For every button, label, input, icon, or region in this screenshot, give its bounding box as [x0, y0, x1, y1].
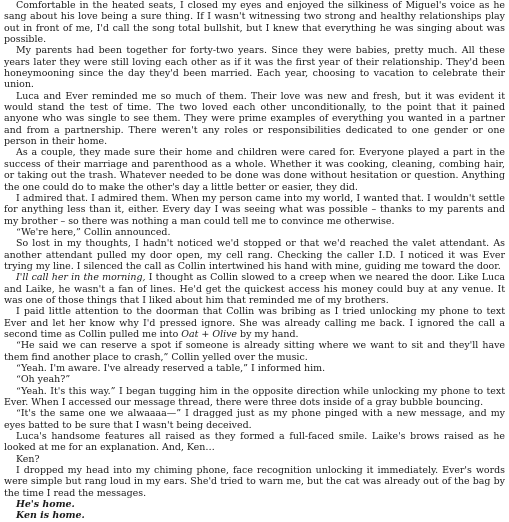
venue-name: Oat + Olive	[181, 328, 238, 340]
paragraph-13: “Yeah. It's this way.” I began tugging him in the opposite direction while unlocking my phone to text Ever. When I accessed our message thread, there were three dots inside of a gray bubble bouncing.	[4, 385, 505, 409]
paragraph-5: I admired that. I admired them. When my person came into my world, I wanted that. I wouldn't settle for anything less than it, either. Every day I was seeing what was possible – thanks to my parents and my brother – so there was nothing a man could tell me to convince me otherwise.	[4, 192, 505, 227]
paragraph-6: “We're here,” Collin announced.	[16, 226, 171, 238]
paragraph-4: As a couple, they made sure their home and children were cared for. Everyone played a part in the success of their marriage and parenthood as a whole. Whether it was cooking, cleaning, combing hair, or taking out the trash. Whatever needed to be done was done without hesitation or question. Anything the one could do to make the other's day a little better or easier, they did.	[4, 147, 505, 193]
paragraph-8-text: I thought as Collin slowed to a creep when we neared the door. Like Luca and Laike, he wasn't a fan of lines. He'd get the quickest access his money could buy at any venue. It was one of those things that I liked about him that reminded me of my brothers.	[4, 272, 505, 306]
paragraph-12: “Oh yeah?”	[16, 374, 71, 386]
closing-line-1: He's home.	[16, 499, 75, 511]
closing-line-2: Ken is home.	[16, 510, 85, 522]
paragraph-16: Ken?	[16, 453, 40, 465]
paragraph-9-text-b: by my hand.	[237, 328, 299, 340]
paragraph-8	[4, 272, 505, 306]
document-page	[4, 0, 505, 522]
paragraph-7: So lost in my thoughts, I hadn't noticed we'd stopped or that we'd reached the valet attendant. As another attendant pulled my door open, my cell rang. Checking the caller I.D. I noticed it was Ever trying my line. I silenced the call as Collin intertwined his hand with mine, guiding me toward the door.	[4, 238, 505, 272]
paragraph-3: Luca and Ever reminded me so much of them. Their love was new and fresh, but it was evident it would stand the test of time. The two loved each other unconditionally, to the point that it pained anyone who was single to see them. They were prime examples of everything you wanted in a partner and from a partnership. There weren't any roles or responsibilities dedicated to one gender or one person in their home.	[4, 90, 505, 148]
paragraph-17: I dropped my head into my chiming phone, face recognition unlocking it immediately. Ever's words were simple but rang loud in my ears. She'd tried to warn me, but the cat was already out of the bag by the time I read the messages.	[4, 465, 505, 499]
paragraph-11: “Yeah. I'm aware. I've already reserved a table,” I informed him.	[16, 363, 326, 374]
paragraph-1: Comfortable in the heated seats, I closed my eyes and enjoyed the silkiness of Miguel's voice as he sang about his love being a sure thing. If I wasn't witnessing two strong and healthy relationships play out in front of me, I'd call the song total bullshit, but I knew that everything he was singing about was possible.	[4, 0, 505, 46]
paragraph-10: “He said we can reserve a spot if someone is already sitting where we want to sit and they'll have them find another place to crash,” Collin yelled over the music.	[4, 340, 505, 363]
paragraph-9	[4, 306, 505, 340]
paragraph-9-text-a: I paid little attention to the doorman that Collin was bribing as I tried unlocking my phone to text Ever and let her know why I'd pressed ignore. She was already calling me back. I ignored the call a second time as Collin pulled me into	[4, 306, 505, 340]
paragraph-2: My parents had been together for forty-two years. Since they were babies, pretty much. All these years later they were still loving each other as if it was the first year of their relationship. They'd been honeymooning since the day they'd been married. Each year, choosing to vacation to celebrate their union.	[4, 45, 505, 91]
paragraph-8-thought: I'll call her in the morning,	[16, 272, 146, 284]
paragraph-14: “It's the same one we alwaaaa—” I dragged just as my phone pinged with a new message, and my eyes batted to be sure that I wasn't being deceived.	[4, 408, 505, 431]
paragraph-15: Luca's handsome features all raised as they formed a full-faced smile. Laike's brows raised as he looked at me for an explanation. And, Ken…	[4, 431, 505, 454]
